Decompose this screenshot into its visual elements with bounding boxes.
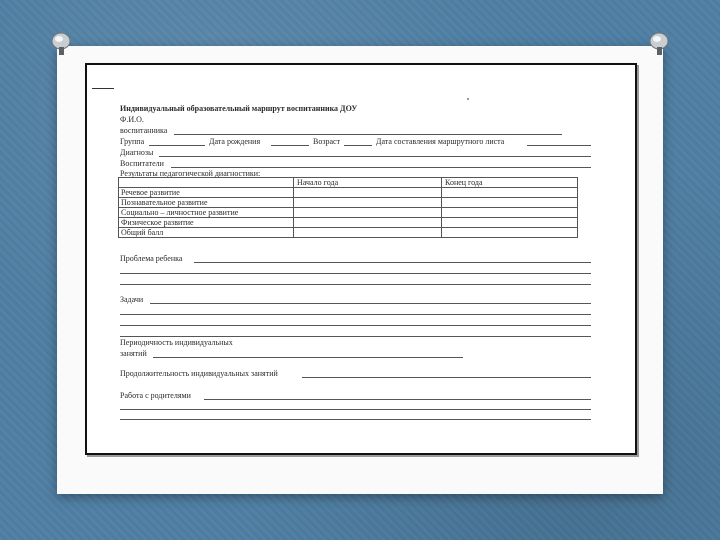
table-row (119, 188, 578, 198)
duration-label: Продолжительность индивидуальных занятий (120, 369, 278, 378)
pushpin-icon (648, 32, 670, 56)
route-form (87, 65, 635, 453)
tasks-label: Задачи (120, 295, 144, 304)
birthdate-label: Дата рождения (209, 137, 261, 146)
diagnostics-table (118, 177, 578, 238)
table-row (119, 218, 578, 228)
scan-speck (467, 98, 469, 100)
row-label: Общий балл (119, 228, 294, 238)
parents-label: Работа с родителями (120, 391, 191, 400)
table-header-cell (119, 178, 294, 188)
route-date-label: Дата составления маршрутного листа (376, 137, 505, 146)
periodicity-label: Периодичность индивидуальных (120, 338, 233, 347)
parents-field[interactable] (204, 399, 591, 400)
document-frame (85, 63, 637, 455)
tasks-field-line[interactable] (120, 336, 591, 337)
problem-label: Проблема ребенка (120, 254, 183, 263)
fio-label: Ф.И.О. (120, 115, 144, 124)
parents-field-line[interactable] (120, 419, 591, 420)
row-label: Социально – личностное развитие (119, 208, 294, 218)
table-header-cell: Начало года (294, 178, 442, 188)
table-row (119, 198, 578, 208)
table-header-cell: Конец года (442, 178, 578, 188)
start-cell[interactable] (294, 208, 442, 218)
end-cell[interactable] (442, 228, 578, 238)
row-label: Речевое развитие (119, 188, 294, 198)
diagnoses-label: Диагнозы (120, 148, 154, 157)
route-date-field[interactable] (527, 145, 591, 146)
diagnoses-field[interactable] (159, 156, 591, 157)
educators-label: Воспитатели (120, 159, 164, 168)
tasks-field[interactable] (150, 303, 591, 304)
diagnostics-label: Результаты педагогической диагностики: (120, 169, 261, 178)
end-cell[interactable] (442, 218, 578, 228)
end-cell[interactable] (442, 208, 578, 218)
birthdate-field[interactable] (271, 145, 309, 146)
problem-field-line[interactable] (120, 273, 591, 274)
problem-field[interactable] (194, 262, 591, 263)
age-label: Возраст (313, 137, 341, 146)
end-cell[interactable] (442, 198, 578, 208)
pupil-label: воспитанника (120, 126, 168, 135)
table-row (119, 228, 578, 238)
end-cell[interactable] (442, 188, 578, 198)
pushpin-icon (50, 32, 72, 56)
row-label: Физическое развитие (119, 218, 294, 228)
row-label: Познавательное развитие (119, 198, 294, 208)
tasks-field-line[interactable] (120, 325, 591, 326)
group-field[interactable] (149, 145, 205, 146)
parents-field-line[interactable] (120, 409, 591, 410)
periodicity-field[interactable] (153, 357, 463, 358)
duration-field[interactable] (302, 377, 591, 378)
form-title: Индивидуальный образовательный маршрут воспитанника ДОУ (120, 104, 358, 113)
start-cell[interactable] (294, 218, 442, 228)
age-field[interactable] (344, 145, 372, 146)
group-label: Группа (120, 137, 145, 146)
educators-field[interactable] (171, 167, 591, 168)
scan-mark (92, 88, 114, 89)
start-cell[interactable] (294, 198, 442, 208)
pupil-field[interactable] (174, 134, 562, 135)
table-row (119, 208, 578, 218)
tasks-field-line[interactable] (120, 314, 591, 315)
table-header-row (119, 178, 578, 188)
periodicity-label-cont: занятий (120, 349, 147, 358)
start-cell[interactable] (294, 228, 442, 238)
start-cell[interactable] (294, 188, 442, 198)
problem-field-line[interactable] (120, 284, 591, 285)
